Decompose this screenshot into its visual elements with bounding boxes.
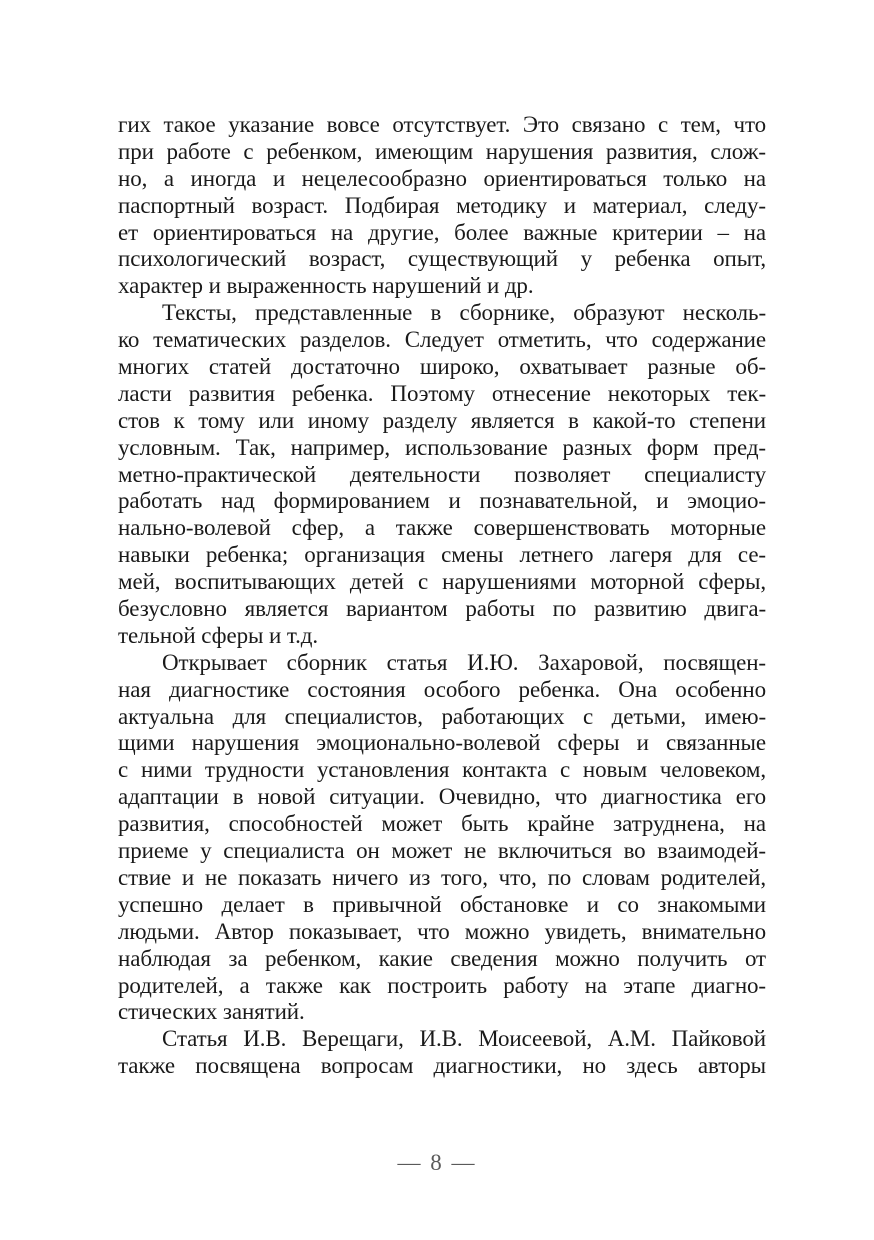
text-line: актуальна для специалистов, работающих с детьми, имею- xyxy=(118,703,766,729)
paragraph xyxy=(118,112,766,300)
text-line: щими нарушения эмоционально-волевой сферы и связанные xyxy=(118,730,766,756)
text-line: ласти развития ребенка. Поэтому отнесение некоторых тек- xyxy=(118,380,766,406)
text-line: безусловно является вариантом работы по развитию двига- xyxy=(118,596,766,622)
text-line: успешно делает в привычной обстановке и со знакомыми xyxy=(118,891,766,917)
text-line: гих такое указание вовсе отсутствует. Это связано с тем, что xyxy=(118,112,766,137)
text-line: Статья И.В. Верещаги, И.В. Моисеевой, А.М. Пайковой xyxy=(162,1026,766,1052)
text-line: метно-практической деятельности позволяет специалисту xyxy=(118,461,766,487)
paragraph xyxy=(118,650,766,1026)
text-line: многих статей достаточно широко, охватывает разные об- xyxy=(118,354,766,380)
paragraph xyxy=(118,1026,766,1080)
text-line: тельной сферы и т.д. xyxy=(118,622,318,648)
text-line: при работе с ребенком, имеющим нарушения развития, слож- xyxy=(118,138,766,164)
text-line: стических занятий. xyxy=(118,999,305,1025)
text-line: паспортный возраст. Подбирая методику и материал, следу- xyxy=(118,192,766,218)
page-number: — 8 — xyxy=(397,1150,477,1175)
text-line: характер и выраженность нарушений и др. xyxy=(118,273,534,299)
text-line: адаптации в новой ситуации. Очевидно, что диагностика его xyxy=(118,784,766,810)
page-footer xyxy=(0,1150,874,1176)
text-line: людьми. Автор показывает, что можно увидеть, внимательно xyxy=(118,918,766,944)
text-line: Открывает сборник статья И.Ю. Захаровой, посвящен- xyxy=(162,649,766,675)
text-line: но, а иногда и нецелесообразно ориентироваться только на xyxy=(118,165,766,191)
text-line: наблюдая за ребенком, какие сведения можно получить от xyxy=(118,945,766,971)
text-line: развития, способностей может быть крайне затруднена, на xyxy=(118,811,766,837)
text-line: Тексты, представленные в сборнике, образуют несколь- xyxy=(162,300,766,326)
text-line: психологический возраст, существующий у ребенка опыт, xyxy=(118,246,766,272)
text-line: навыки ребенка; организация смены летнего лагеря для се- xyxy=(118,542,766,568)
text-line: нально-волевой сфер, а также совершенствовать моторные xyxy=(118,515,766,541)
text-line: условным. Так, например, использование разных форм пред- xyxy=(118,434,766,460)
paragraph xyxy=(118,300,766,650)
text-line: ствие и не показать ничего из того, что, по словам родителей, xyxy=(118,864,766,890)
text-line: с ними трудности установления контакта с новым человеком, xyxy=(118,757,766,783)
text-line: работать над формированием и познавательной, и эмоцио- xyxy=(118,488,766,514)
text-line: приеме у специалиста он может не включиться во взаимодей- xyxy=(118,838,766,864)
text-line: мей, воспитывающих детей с нарушениями моторной сферы, xyxy=(118,569,766,595)
page-text-block xyxy=(118,112,766,1080)
text-line: ная диагностике состояния особого ребенка. Она особенно xyxy=(118,676,766,702)
text-line: родителей, а также как построить работу на этапе диагно- xyxy=(118,972,766,998)
text-line: ет ориентироваться на другие, более важные критерии – на xyxy=(118,219,766,245)
text-line: ко тематических разделов. Следует отметить, что содержание xyxy=(118,327,766,353)
text-line: стов к тому или иному разделу является в какой-то степени xyxy=(118,407,766,433)
text-line: также посвящена вопросам диагностики, но здесь авторы xyxy=(118,1053,766,1079)
